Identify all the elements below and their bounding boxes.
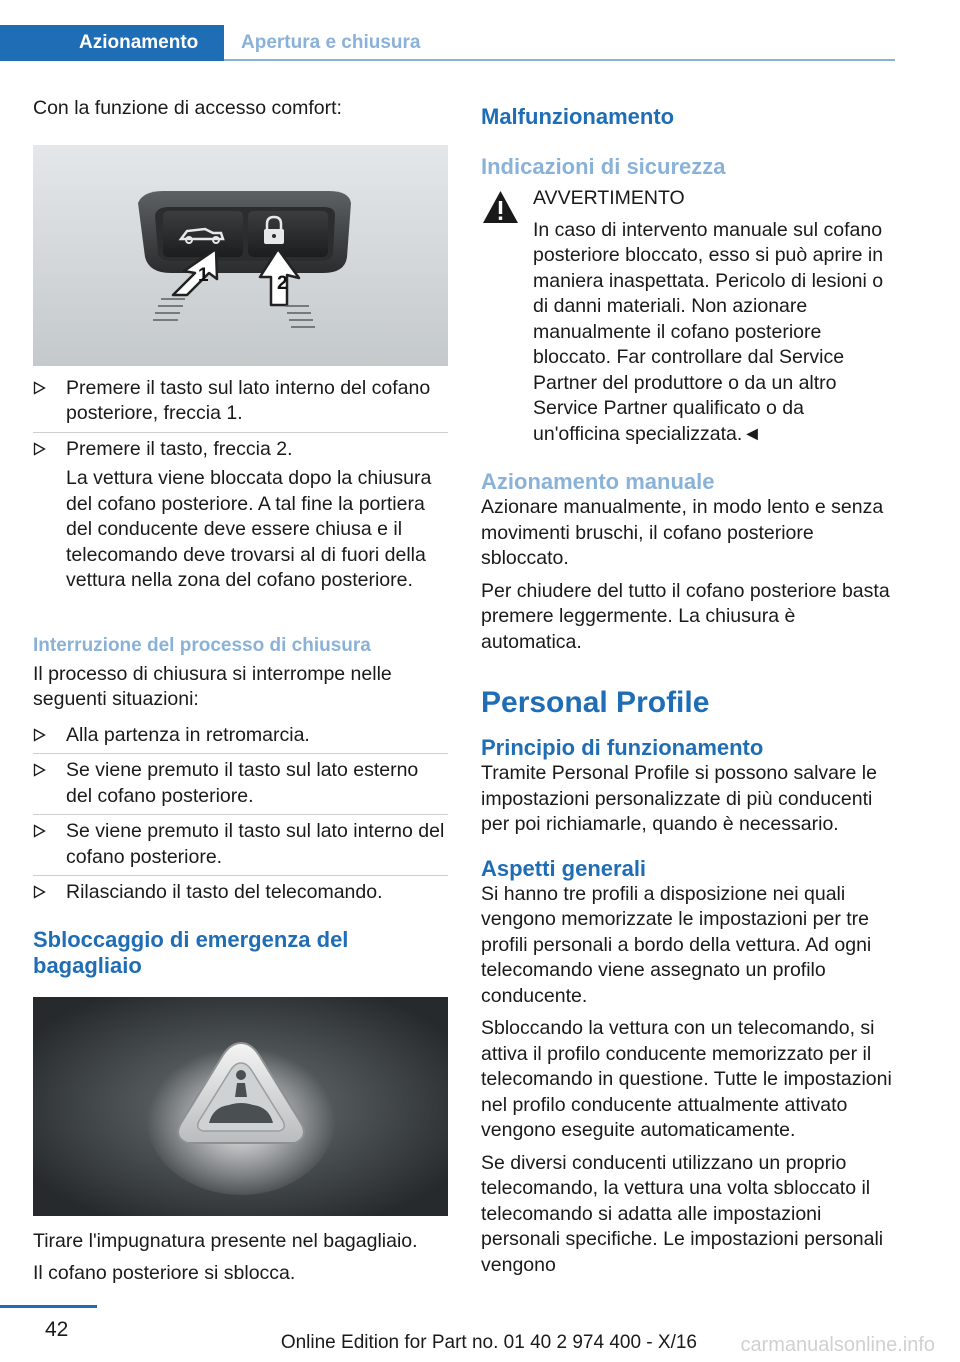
watermark-text: carmanualsonline.info — [740, 1334, 935, 1356]
emergency-heading: Sbloccaggio di emergenza del bagagliaio — [33, 926, 349, 978]
triangle-bullet-icon — [33, 885, 46, 899]
interrupt-item-text: Rilasciando il tasto del telecomando. — [66, 881, 383, 903]
triangle-bullet-icon — [33, 728, 46, 742]
list-item — [33, 875, 448, 911]
profile-heading: Personal Profile — [481, 686, 710, 719]
step-text: Premere il tasto, freccia 2. — [66, 437, 293, 460]
interrupt-item-text: Se viene premuto il tasto sul lato esterno del cofano posteriore. — [66, 759, 419, 807]
interrupt-intro: Il processo di chiusura si interrompe nelle seguenti situazioni: — [33, 662, 392, 710]
list-item — [33, 432, 448, 599]
emergency-handle-illustration — [33, 997, 448, 1216]
right-column — [481, 104, 896, 1278]
warning-text: In caso di intervento manuale sul cofano posteriore bloccato, esso si può aprire in maniera inaspettata. Pericolo di lesioni o di danni materiali. Non azionare manualmente il cofano posteriore bloccato. Far controllare dal Service Partner del produttore o da un altro Service Partner qualificato o da un'officina specializzata.◄ — [533, 218, 884, 445]
section-tab-inactive: Apertura e chiusura — [241, 32, 421, 53]
page-header — [0, 25, 895, 61]
steps-list — [33, 376, 448, 599]
left-column — [33, 96, 448, 1287]
comfort-access-buttons-figure — [33, 145, 448, 366]
header-rule — [224, 59, 895, 61]
triangle-bullet-icon — [33, 381, 46, 395]
interrupt-heading: Interruzione del processo di chiusura — [33, 634, 371, 656]
triangle-bullet-icon — [33, 763, 46, 777]
emergency-text-2: Il cofano posteriore si sblocca. — [33, 1262, 296, 1284]
malfunction-heading: Malfunzionamento — [481, 104, 675, 129]
step-subtext: La vettura viene bloccata dopo la chiusura del cofano posteriore. A tal fine la portiera del conducente deve essere chiusa e il telecomando deve trovarsi al di fuori della vettura nella zona del cofano posteriore. — [66, 467, 432, 591]
general-heading: Aspetti generali — [481, 855, 647, 881]
general-text-1: Si hanno tre profili a disposizione nei quali vengono memorizzate le impostazioni per tre profili personali a bordo della vettura. Ad ogni telecomando viene assegnato un profilo conducente. — [481, 882, 872, 1007]
list-item — [33, 723, 448, 754]
arrow-1-label: 1 — [198, 264, 209, 286]
list-item — [33, 753, 448, 814]
section-tab-active: Azionamento — [0, 25, 224, 61]
footer-rule — [0, 1305, 97, 1308]
warning-title: AVVERTIMENTO — [533, 187, 685, 209]
interrupt-list — [33, 723, 448, 911]
warning-block — [481, 186, 896, 447]
warning-triangle-icon — [481, 189, 520, 225]
manual-text-2: Per chiudere del tutto il cofano posteriore basta premere leggermente. La chiusura è automatica. — [481, 579, 890, 653]
list-item — [33, 376, 448, 432]
triangle-bullet-icon — [33, 442, 46, 456]
interrupt-item-text: Se viene premuto il tasto sul lato interno del cofano posteriore. — [66, 820, 445, 868]
principle-heading: Principio di funzionamento — [481, 735, 764, 760]
manual-heading: Azionamento manuale — [481, 469, 715, 494]
arrow-2-label: 2 — [277, 272, 288, 294]
emergency-text-1: Tirare l'impugnatura presente nel bagagliaio. — [33, 1229, 418, 1252]
edition-text: Online Edition for Part no. 01 40 2 974 400 - X/16 — [280, 1332, 697, 1353]
safety-heading: Indicazioni di sicurezza — [481, 154, 726, 179]
step-text: Premere il tasto sul lato interno del cofano posteriore, freccia 1. — [66, 376, 431, 424]
tailgate-buttons-illustration — [33, 145, 448, 366]
triangle-bullet-icon — [33, 824, 46, 838]
general-text-2: Sbloccando la vettura con un telecomando, si attiva il profilo conducente memorizzato per il telecomando in questione. Tutte le impostazioni nel profilo conducente attualmente attivato vengono eseguite automaticamente. — [481, 1017, 892, 1141]
emergency-release-figure — [33, 997, 448, 1216]
general-text-3: Se diversi conducenti utilizzano un proprio telecomando, la vettura una volta sbloccato il telecomando si adatta alle impostazioni personali specifiche. Le impostazioni personali vengono — [481, 1151, 884, 1276]
manual-text-1: Azionare manualmente, in modo lento e senza movimenti bruschi, il cofano posteriore sbloccato. — [481, 496, 884, 569]
intro-text: Con la funzione di accesso comfort: — [33, 97, 342, 119]
list-item — [33, 814, 448, 875]
page-number: 42 — [45, 1318, 69, 1341]
principle-text: Tramite Personal Profile si possono salvare le impostazioni personalizzate di più conducenti per poi richiamarle, quando è necessario. — [481, 762, 877, 835]
interrupt-item-text: Alla partenza in retromarcia. — [66, 723, 310, 746]
